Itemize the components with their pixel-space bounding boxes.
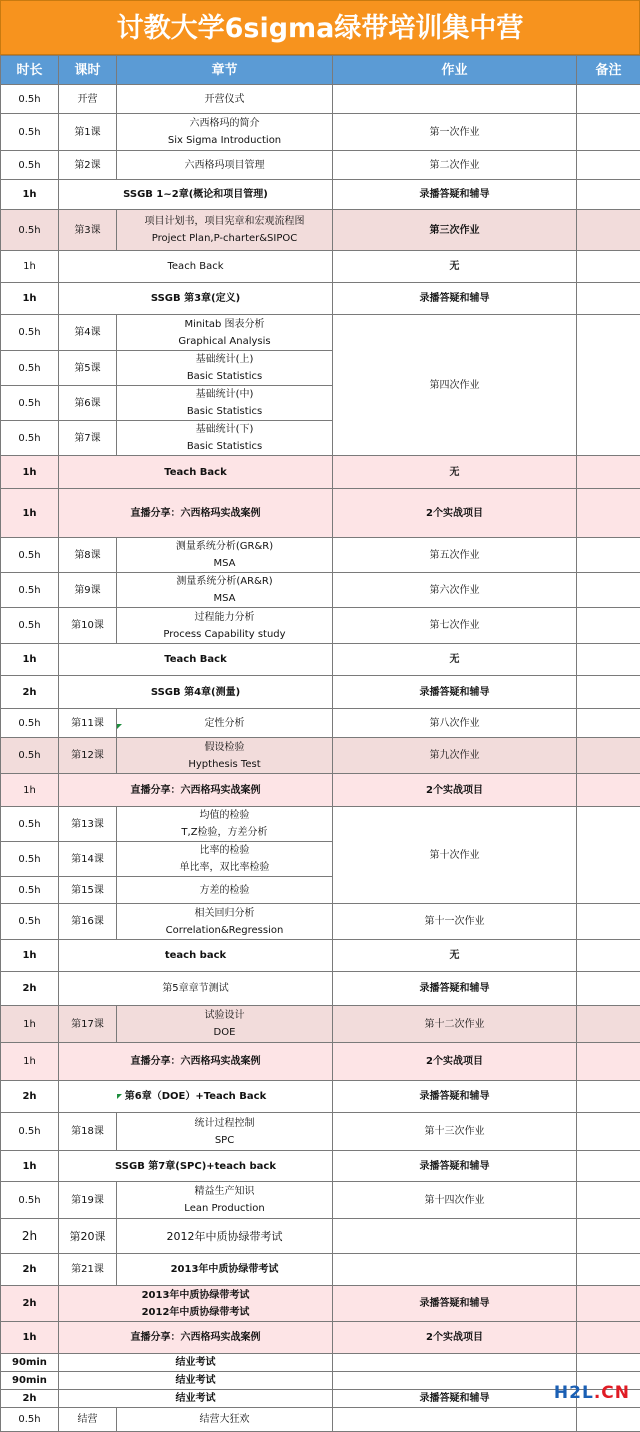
- watermark-logo: [554, 1383, 630, 1403]
- chapter-cell: [117, 315, 333, 351]
- duration-cell: 0.5h: [1, 351, 59, 386]
- table-row: [1, 1043, 640, 1081]
- chapter-cell: 2012年中质协绿带考试: [117, 1219, 333, 1254]
- remark-cell: [577, 573, 640, 608]
- table-row: [1, 1354, 640, 1372]
- chapter-cell: SSGB 1~2章(概论和项目管理): [59, 180, 333, 210]
- chapter-line-cn: Minitab 图表分析: [117, 316, 332, 333]
- remark-cell: [577, 940, 640, 972]
- lesson-cell: 开营: [59, 85, 117, 114]
- table-row: [1, 1254, 640, 1286]
- chapter-line-en: Basic Statistics: [117, 368, 332, 385]
- chapter-cell: [117, 421, 333, 456]
- chapter-line-cn: 统计过程控制: [117, 1115, 332, 1132]
- chapter-line-cn: 过程能力分析: [117, 609, 332, 626]
- table-row: [1, 738, 640, 774]
- table-row: [1, 283, 640, 315]
- remark-cell: [577, 538, 640, 573]
- duration-cell: 2h: [1, 1219, 59, 1254]
- homework-cell: 第十四次作业: [333, 1182, 577, 1219]
- table-row: [1, 456, 640, 489]
- remark-cell: [577, 1182, 640, 1219]
- homework-cell: [333, 1372, 577, 1390]
- homework-cell: [333, 1408, 577, 1432]
- table-row: [1, 1390, 640, 1408]
- lesson-cell: 第6课: [59, 386, 117, 421]
- duration-cell: 0.5h: [1, 842, 59, 877]
- chapter-line-cn: 项目计划书，项目宪章和宏观流程图: [117, 213, 332, 230]
- lesson-cell: 第4课: [59, 315, 117, 351]
- chapter-line-cn: 基础统计(中): [117, 386, 332, 403]
- lesson-cell: 第11课: [59, 709, 117, 738]
- chapter-cell: 第6章（DOE）+Teach Back: [59, 1081, 333, 1113]
- duration-cell: 0.5h: [1, 386, 59, 421]
- chapter-line-cn: 相关回归分析: [117, 905, 332, 922]
- duration-cell: 1h: [1, 283, 59, 315]
- table-row: [1, 807, 640, 842]
- chapter-line-en: Project Plan,P-charter&SIPOC: [117, 230, 332, 247]
- remark-cell: [577, 1354, 640, 1372]
- remark-cell: [577, 1322, 640, 1354]
- duration-cell: 0.5h: [1, 904, 59, 940]
- homework-cell: 2个实战项目: [333, 1043, 577, 1081]
- lesson-cell: 第15课: [59, 877, 117, 904]
- remark-cell: [577, 676, 640, 709]
- table-row: [1, 1408, 640, 1432]
- duration-cell: 0.5h: [1, 709, 59, 738]
- chapter-cell: [117, 210, 333, 251]
- duration-cell: 2h: [1, 1390, 59, 1408]
- header-chapter: 章节: [117, 56, 333, 85]
- homework-cell: 无: [333, 456, 577, 489]
- chapter-cell: [117, 351, 333, 386]
- chapter-cell: 2013年中质协绿带考试: [117, 1254, 333, 1286]
- duration-cell: 2h: [1, 1286, 59, 1322]
- homework-cell: 录播答疑和辅导: [333, 676, 577, 709]
- remark-cell: [577, 972, 640, 1006]
- lesson-cell: 第18课: [59, 1113, 117, 1151]
- duration-cell: 0.5h: [1, 85, 59, 114]
- chapter-cell: [59, 1286, 333, 1322]
- chapter-line-en: Correlation&Regression: [117, 922, 332, 939]
- chapter-line-cn: 精益生产知识: [117, 1183, 332, 1200]
- chapter-line-en: MSA: [117, 555, 332, 572]
- homework-cell: 第十二次作业: [333, 1006, 577, 1043]
- chapter-line-en: Six Sigma Introduction: [117, 132, 332, 149]
- chapter-line-en: DOE: [117, 1024, 332, 1041]
- homework-cell: 录播答疑和辅导: [333, 1081, 577, 1113]
- table-row: [1, 180, 640, 210]
- homework-cell: 录播答疑和辅导: [333, 972, 577, 1006]
- chapter-cell: Teach Back: [59, 251, 333, 283]
- chapter-cell: [117, 807, 333, 842]
- chapter-line-2: 2012年中质协绿带考试: [59, 1304, 332, 1321]
- chapter-line-cn: 基础统计(下): [117, 421, 332, 438]
- chapter-cell: 六西格玛项目管理: [117, 151, 333, 180]
- homework-cell: 无: [333, 251, 577, 283]
- chapter-line-1: 2013年中质协绿带考试: [59, 1287, 332, 1304]
- duration-cell: 2h: [1, 972, 59, 1006]
- chapter-cell: [117, 1182, 333, 1219]
- header-row: [1, 56, 640, 85]
- table-row: [1, 1081, 640, 1113]
- homework-cell: 第十一次作业: [333, 904, 577, 940]
- chapter-cell: 结营大狂欢: [117, 1408, 333, 1432]
- homework-cell: 录播答疑和辅导: [333, 1286, 577, 1322]
- duration-cell: 1h: [1, 1006, 59, 1043]
- remark-cell: [577, 210, 640, 251]
- duration-cell: 0.5h: [1, 608, 59, 644]
- duration-cell: 1h: [1, 489, 59, 538]
- chapter-line-en: T,Z检验，方差分析: [117, 824, 332, 841]
- table-row: [1, 315, 640, 351]
- chapter-cell: 开营仪式: [117, 85, 333, 114]
- remark-cell: [577, 85, 640, 114]
- chapter-cell: 直播分享：六西格玛实战案例: [59, 489, 333, 538]
- chapter-cell: 直播分享：六西格玛实战案例: [59, 774, 333, 807]
- lesson-cell: 结营: [59, 1408, 117, 1432]
- header-homework: 作业: [333, 56, 577, 85]
- table-row: [1, 608, 640, 644]
- table-row: [1, 251, 640, 283]
- chapter-line-en: Lean Production: [117, 1200, 332, 1217]
- remark-cell: [577, 1081, 640, 1113]
- duration-cell: 0.5h: [1, 807, 59, 842]
- chapter-cell: Teach Back: [59, 644, 333, 676]
- chapter-line-cn: 测量系统分析(AR&R): [117, 573, 332, 590]
- homework-cell: 第三次作业: [333, 210, 577, 251]
- chapter-cell: SSGB 第4章(测量): [59, 676, 333, 709]
- duration-cell: 1h: [1, 774, 59, 807]
- remark-cell: [577, 709, 640, 738]
- table-row: [1, 210, 640, 251]
- table-row: [1, 904, 640, 940]
- duration-cell: 1h: [1, 180, 59, 210]
- remark-cell: [577, 180, 640, 210]
- duration-cell: 2h: [1, 1254, 59, 1286]
- duration-cell: 0.5h: [1, 538, 59, 573]
- table-row: [1, 1182, 640, 1219]
- remark-cell: [577, 904, 640, 940]
- chapter-cell: 直播分享：六西格玛实战案例: [59, 1322, 333, 1354]
- remark-cell: [577, 1408, 640, 1432]
- table-row: [1, 1151, 640, 1182]
- homework-cell: 第六次作业: [333, 573, 577, 608]
- homework-cell: [333, 85, 577, 114]
- homework-cell: 录播答疑和辅导: [333, 283, 577, 315]
- table-row: [1, 1372, 640, 1390]
- duration-cell: 2h: [1, 676, 59, 709]
- homework-cell: 录播答疑和辅导: [333, 1151, 577, 1182]
- lesson-cell: 第21课: [59, 1254, 117, 1286]
- homework-cell: [333, 1254, 577, 1286]
- chapter-cell: 结业考试: [59, 1372, 333, 1390]
- header-duration: 时长: [1, 56, 59, 85]
- lesson-cell: 第10课: [59, 608, 117, 644]
- chapter-line-en: Graphical Analysis: [117, 333, 332, 350]
- remark-cell: [577, 456, 640, 489]
- header-lesson: 课时: [59, 56, 117, 85]
- lesson-cell: 第13课: [59, 807, 117, 842]
- chapter-line-cn: 假设检验: [117, 739, 332, 756]
- table-row: [1, 114, 640, 151]
- remark-cell: [577, 1286, 640, 1322]
- lesson-cell: 第9课: [59, 573, 117, 608]
- homework-cell: 无: [333, 940, 577, 972]
- homework-cell: 第四次作业: [333, 315, 577, 456]
- table-row: [1, 489, 640, 538]
- homework-cell: 第九次作业: [333, 738, 577, 774]
- chapter-cell: 方差的检验: [117, 877, 333, 904]
- chapter-cell: SSGB 第7章(SPC)+teach back: [59, 1151, 333, 1182]
- duration-cell: 2h: [1, 1081, 59, 1113]
- table-row: [1, 538, 640, 573]
- duration-cell: 1h: [1, 1151, 59, 1182]
- duration-cell: 0.5h: [1, 573, 59, 608]
- chapter-line-cn: 试验设计: [117, 1007, 332, 1024]
- chapter-cell: [117, 573, 333, 608]
- chapter-cell: 直播分享：六西格玛实战案例: [59, 1043, 333, 1081]
- duration-cell: 1h: [1, 456, 59, 489]
- duration-cell: 1h: [1, 644, 59, 676]
- duration-cell: 1h: [1, 1043, 59, 1081]
- duration-cell: 0.5h: [1, 114, 59, 151]
- cell-comment-marker: [117, 724, 122, 729]
- remark-cell: [577, 315, 640, 456]
- table-row: [1, 1006, 640, 1043]
- remark-cell: [577, 807, 640, 904]
- chapter-cell: [117, 738, 333, 774]
- homework-cell: 2个实战项目: [333, 774, 577, 807]
- table-row: [1, 85, 640, 114]
- chapter-cell: 第5章章节测试: [59, 972, 333, 1006]
- duration-cell: 0.5h: [1, 1182, 59, 1219]
- chapter-cell: 结业考试: [59, 1390, 333, 1408]
- remark-cell: [577, 489, 640, 538]
- chapter-cell: [117, 386, 333, 421]
- duration-cell: 0.5h: [1, 877, 59, 904]
- table-row: [1, 1219, 640, 1254]
- chapter-cell: [117, 114, 333, 151]
- chapter-line-cn: 测量系统分析(GR&R): [117, 538, 332, 555]
- remark-cell: [577, 738, 640, 774]
- watermark-h2l: H2L: [554, 1383, 594, 1403]
- page-title: 讨教大学6sigma绿带培训集中营: [0, 0, 640, 55]
- remark-cell: [577, 1006, 640, 1043]
- duration-cell: 0.5h: [1, 315, 59, 351]
- remark-cell: [577, 114, 640, 151]
- chapter-cell: [117, 904, 333, 940]
- homework-cell: [333, 1219, 577, 1254]
- duration-cell: 90min: [1, 1354, 59, 1372]
- table-row: [1, 1286, 640, 1322]
- chapter-cell: Teach Back: [59, 456, 333, 489]
- remark-cell: [577, 1043, 640, 1081]
- chapter-line-en: Process Capability study: [117, 626, 332, 643]
- table-row: [1, 644, 640, 676]
- chapter-cell: 定性分析: [117, 709, 333, 738]
- duration-cell: 1h: [1, 940, 59, 972]
- lesson-cell: 第19课: [59, 1182, 117, 1219]
- remark-cell: [577, 151, 640, 180]
- homework-cell: 第八次作业: [333, 709, 577, 738]
- schedule-table: [0, 55, 640, 1432]
- lesson-cell: 第20课: [59, 1219, 117, 1254]
- cell-comment-marker: [117, 1094, 122, 1099]
- chapter-cell: 结业考试: [59, 1354, 333, 1372]
- lesson-cell: 第8课: [59, 538, 117, 573]
- lesson-cell: 第3课: [59, 210, 117, 251]
- duration-cell: 0.5h: [1, 151, 59, 180]
- watermark-dot: .: [594, 1383, 601, 1403]
- remark-cell: [577, 608, 640, 644]
- lesson-cell: 第5课: [59, 351, 117, 386]
- homework-cell: 第二次作业: [333, 151, 577, 180]
- table-row: [1, 151, 640, 180]
- table-row: [1, 573, 640, 608]
- chapter-cell: [117, 1006, 333, 1043]
- lesson-cell: 第2课: [59, 151, 117, 180]
- homework-cell: 2个实战项目: [333, 1322, 577, 1354]
- homework-cell: 第十三次作业: [333, 1113, 577, 1151]
- homework-cell: 2个实战项目: [333, 489, 577, 538]
- remark-cell: [577, 1113, 640, 1151]
- watermark-cn: CN: [601, 1383, 630, 1403]
- chapter-line-en: MSA: [117, 590, 332, 607]
- lesson-cell: 第14课: [59, 842, 117, 877]
- duration-cell: 0.5h: [1, 421, 59, 456]
- table-row: [1, 1113, 640, 1151]
- chapter-line-en: Basic Statistics: [117, 403, 332, 420]
- duration-cell: 90min: [1, 1372, 59, 1390]
- remark-cell: [577, 251, 640, 283]
- homework-cell: 第五次作业: [333, 538, 577, 573]
- chapter-line-en: Basic Statistics: [117, 438, 332, 455]
- homework-cell: 录播答疑和辅导: [333, 1390, 577, 1408]
- chapter-cell: teach back: [59, 940, 333, 972]
- duration-cell: 1h: [1, 1322, 59, 1354]
- duration-cell: 0.5h: [1, 738, 59, 774]
- remark-cell: [577, 1151, 640, 1182]
- lesson-cell: 第16课: [59, 904, 117, 940]
- chapter-line-cn: 均值的检验: [117, 807, 332, 824]
- chapter-line-en: SPC: [117, 1132, 332, 1149]
- table-row: [1, 774, 640, 807]
- duration-cell: 1h: [1, 251, 59, 283]
- table-row: [1, 676, 640, 709]
- remark-cell: [577, 644, 640, 676]
- homework-cell: 第十次作业: [333, 807, 577, 904]
- lesson-cell: 第12课: [59, 738, 117, 774]
- chapter-line-cn: 比率的检验: [117, 842, 332, 859]
- duration-cell: 0.5h: [1, 1408, 59, 1432]
- duration-cell: 0.5h: [1, 210, 59, 251]
- duration-cell: 0.5h: [1, 1113, 59, 1151]
- homework-cell: [333, 1354, 577, 1372]
- homework-cell: 第一次作业: [333, 114, 577, 151]
- chapter-line-cn: 六西格玛的简介: [117, 115, 332, 132]
- lesson-cell: 第7课: [59, 421, 117, 456]
- chapter-cell: [117, 608, 333, 644]
- chapter-cell: [117, 538, 333, 573]
- table-row: [1, 1322, 640, 1354]
- remark-cell: [577, 774, 640, 807]
- chapter-line-en: Hypthesis Test: [117, 756, 332, 773]
- homework-cell: 无: [333, 644, 577, 676]
- chapter-line-en: 单比率，双比率检验: [117, 859, 332, 876]
- remark-cell: [577, 1254, 640, 1286]
- lesson-cell: 第1课: [59, 114, 117, 151]
- homework-cell: 第七次作业: [333, 608, 577, 644]
- table-row: [1, 972, 640, 1006]
- table-row: [1, 709, 640, 738]
- remark-cell: [577, 283, 640, 315]
- chapter-cell: [117, 842, 333, 877]
- chapter-cell: SSGB 第3章(定义): [59, 283, 333, 315]
- homework-cell: 录播答疑和辅导: [333, 180, 577, 210]
- chapter-cell: [117, 1113, 333, 1151]
- lesson-cell: 第17课: [59, 1006, 117, 1043]
- header-remark: 备注: [577, 56, 640, 85]
- remark-cell: [577, 1219, 640, 1254]
- table-row: [1, 940, 640, 972]
- chapter-line-cn: 基础统计(上): [117, 351, 332, 368]
